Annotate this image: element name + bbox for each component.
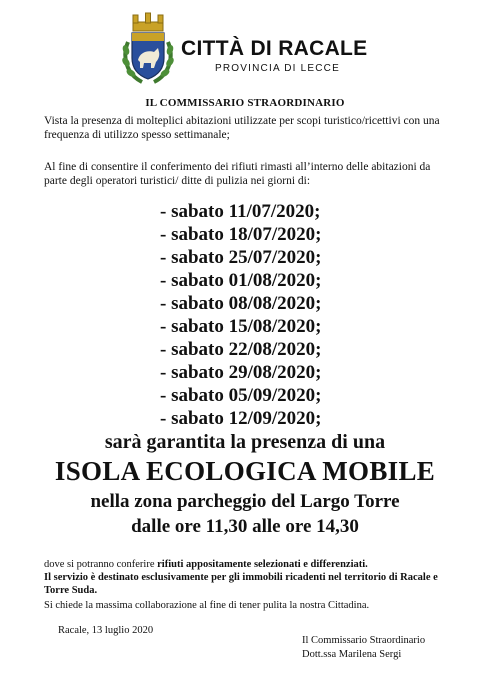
header: [118, 8, 398, 88]
announcement-location: nella zona parcheggio del Largo Torre: [90, 491, 400, 512]
final-text-bold: rifiuti appositamente selezionati e differenziati.: [157, 559, 368, 570]
paragraph-purpose: Al fine di consentire il conferimento dei rifiuti rimasti all’interno delle abitazioni da parte degli operatori turistici/ ditte di pulizia nei giorni di:: [44, 161, 431, 187]
signature-role: Il Commissario Straordinario: [302, 635, 426, 646]
service-note: Il servizio è destinato esclusivamente per gli immobili ricadenti nel territorio di Racale e Torre Suda.: [44, 572, 438, 596]
announcement-hours: dalle ore 11,30 alle ore 14,30: [131, 516, 359, 537]
authority-title: IL COMMISSARIO STRAORDINARIO: [145, 97, 345, 109]
date-item: - sabato 12/09/2020;: [160, 408, 322, 429]
city-crest-icon: [118, 8, 178, 88]
date-item: - sabato 01/08/2020;: [160, 270, 322, 291]
date-item: - sabato 08/08/2020;: [160, 293, 322, 314]
signature-name: Dott.ssa Marilena Sergi: [302, 649, 402, 660]
date-item: - sabato 11/07/2020;: [160, 201, 321, 222]
announcement-headline: ISOLA ECOLOGICA MOBILE: [54, 456, 436, 486]
final-text: dove si potranno conferire: [44, 559, 158, 570]
province-name: PROVINCIA DI LECCE: [215, 63, 340, 74]
date-item: - sabato 18/07/2020;: [160, 224, 322, 245]
final-paragraph: [44, 558, 464, 597]
date-item: - sabato 15/08/2020;: [160, 316, 322, 337]
date-item: - sabato 29/08/2020;: [160, 362, 322, 383]
place-date: Racale, 13 luglio 2020: [58, 625, 154, 636]
date-item: - sabato 22/08/2020;: [160, 339, 322, 360]
dates-list: [160, 200, 322, 430]
date-item: - sabato 05/09/2020;: [160, 385, 322, 406]
date-item: - sabato 25/07/2020;: [160, 247, 322, 268]
closing-request: Si chiede la massima collaborazione al fine di tener pulita la nostra Cittadina.: [44, 600, 370, 611]
signature-block: [302, 634, 425, 662]
announcement-intro: sarà garantita la presenza di una: [104, 431, 386, 453]
city-name: CITTÀ DI RACALE: [181, 37, 368, 60]
paragraph-considering: Vista la presenza di molteplici abitazioni utilizzate per scopi turistico/ricettivi con una frequenza di utilizzo spesso settimanale;: [44, 115, 440, 141]
